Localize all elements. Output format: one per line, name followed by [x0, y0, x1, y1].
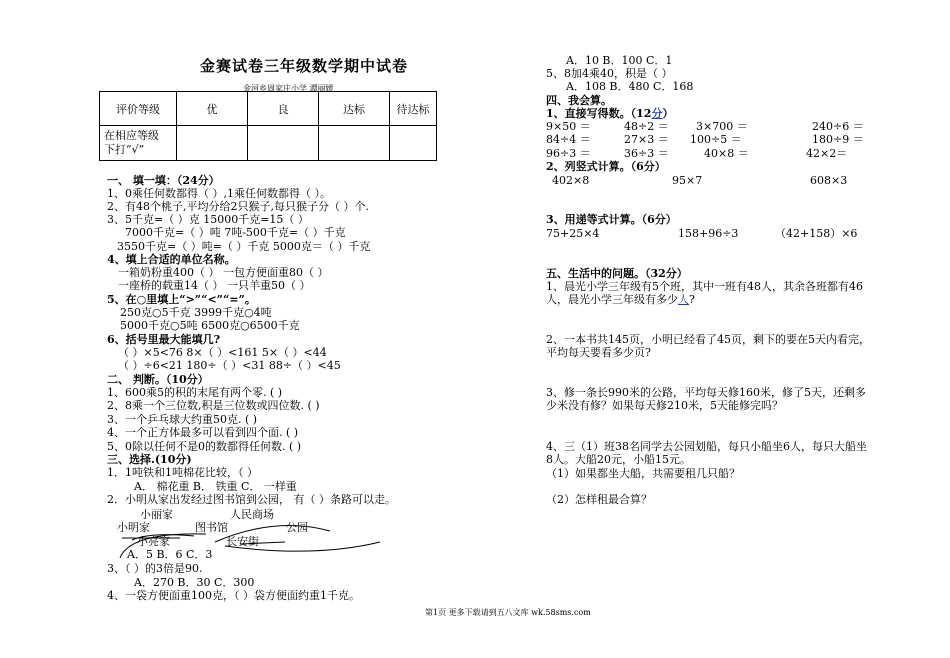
calc-1-unit-link[interactable]: 分: [651, 107, 663, 120]
mental-math-cell: 240÷6 ＝: [812, 120, 864, 133]
choice-4: 4、一袋方便面重100克，（ ）袋方便面约重1千克。: [107, 589, 360, 602]
exam-title: 金赛试卷三年级数学期中试卷: [200, 57, 409, 75]
question-1-4: 4、填上合适的单位名称。: [107, 253, 236, 266]
mental-math-cell: 100÷5 ＝: [690, 133, 742, 146]
vertical-calc-item: 402×8: [552, 174, 590, 187]
question-1-4b: 一座桥的载重14（ ） 一只羊重50（ ）: [118, 279, 311, 292]
calc-1-title-text: 1、直接写得数。（12: [546, 107, 652, 120]
choice-1-options: A． 棉花重 B． 铁重 C． 一样重: [134, 480, 297, 493]
grade-cell-needs-work[interactable]: [390, 126, 437, 161]
choice-4-options: A．10 B．100 C．1: [566, 54, 673, 67]
mental-math-cell: 180÷9 ＝: [812, 133, 864, 146]
problem-1-line-1: 1、晨光小学三年级有5个班，其中一班有48人，其余各班都有46: [546, 280, 863, 293]
row-label-line-1: 在相应等级: [104, 129, 159, 142]
section-1-title: 一、 填一填：（24分）: [107, 174, 220, 187]
problem-2-line-1: 2、一本书共145页，小明已经看了45页，剩下的要在5天内看完，: [546, 333, 870, 346]
section-3-title: 三、选择.(10分): [107, 453, 192, 466]
school-teacher-line: 金河乡周家庄小学 谭丽媛: [243, 84, 334, 93]
choice-1: 1．1吨铁和1吨棉花比较，（ ）: [107, 466, 258, 479]
problem-4-line-1: 4、三（1）班38名同学去公园划船，每只小船坐6人，每只大船坐: [546, 440, 867, 453]
question-1-5a: 250克○5千克 3999千克○4吨: [120, 306, 272, 319]
choice-5-options: A．108 B．480 C．168: [566, 80, 694, 93]
judge-5: 5、0除以任何不是0的数都得任何数. ( ): [107, 440, 302, 453]
problem-4-part-1: （1）如果都坐大船，共需要租几只船？: [546, 467, 740, 480]
choice-5: 5、8加4乘40，积是（ ）: [546, 67, 673, 80]
map-label-library: 图书馆: [195, 521, 228, 534]
judge-1: 1、600乘5的积的末尾有两个零. ( ): [107, 386, 283, 399]
map-label-xiaoming-home: 小明家: [117, 521, 150, 534]
table-header-cell: 良: [248, 92, 319, 126]
table-header-cell: 达标: [319, 92, 390, 126]
section-2-title: 二、 判断。（10分）: [107, 373, 209, 386]
choice-3-options: A．270 B．30 C．300: [134, 576, 255, 589]
problem-4-part-2: （2）怎样租最合算？: [546, 493, 652, 506]
map-label-park: 公园: [286, 521, 308, 534]
problem-3-line-1: 3、修一条长990米的公路，平均每天修160米，修了5天，还剩多: [546, 386, 866, 399]
problem-3-line-2: 少米没有修？如果每天修210米，5天能修完吗？: [546, 399, 783, 412]
mental-math-cell: 27×3 ＝: [624, 133, 669, 146]
map-label-people-mall: 人民商场: [230, 508, 274, 521]
question-1-1: 1、0乘任何数都得（ ）,1乘任何数都得（ ）。: [107, 187, 331, 200]
mental-math-cell: 36÷3 ＝: [624, 147, 669, 160]
map-label-changan-street: 长安街: [226, 535, 259, 548]
table-header-cell: 待达标: [390, 92, 437, 126]
mental-math-cell: 42×2＝: [806, 147, 848, 160]
map-label-xiaoli-home: 小丽家: [140, 508, 173, 521]
question-1-6a: （ ）×5<76 8×（ ）<161 5×（ ）<44: [118, 346, 327, 359]
choice-3: 3、（ ）的3倍是90.: [107, 562, 203, 575]
calc-2-title: 2、列竖式计算。（6分）: [546, 160, 666, 173]
question-1-5b: 5000千克○5吨 6500克○6500千克: [120, 319, 300, 332]
question-1-3a: 3、5千克=（ ）克 15000千克=15（ ）: [107, 213, 309, 226]
evaluation-table: [99, 91, 437, 161]
mental-math-cell: 84÷4 ＝: [546, 133, 591, 146]
question-1-4a: 一箱奶粉重400（ ） 一包方便面重80（ ）: [118, 266, 329, 279]
problem-2-line-2: 平均每天要看多少页?: [546, 346, 651, 359]
calc-1-title: [546, 107, 673, 120]
question-1-3b: 7000千克=（ ）吨 7吨-500千克=（ ）千克: [125, 226, 346, 239]
stepwise-calc-item: （42+158）×6: [775, 227, 858, 240]
judge-2: 2、8乘一个三位数,积是三位数或四位数. ( ): [107, 399, 320, 412]
problem-1-line-2: [546, 293, 695, 306]
vertical-calc-item: 608×3: [810, 174, 848, 187]
grade-cell-pass[interactable]: [319, 126, 390, 161]
page-footer: 第1页 更多下载请到五八文库 wk.58sms.com: [425, 608, 591, 617]
mental-math-cell: 96÷3 ＝: [546, 147, 591, 160]
row-label-line-2: 下打“√”: [104, 143, 145, 156]
question-1-6b: （ ）÷6<21 180÷（ ）<31 88÷（ ）<45: [118, 359, 341, 372]
judge-3: 3、一个乒乓球大约重50克. ( ): [107, 413, 258, 426]
question-1-6: 6、括号里最大能填几?: [107, 333, 221, 346]
problem-4-line-2: 8人。大船20元，小船15元。: [546, 453, 691, 466]
problem-1-end: ?: [689, 293, 695, 306]
vertical-calc-item: 95×7: [672, 174, 703, 187]
calc-1-title-close: ）: [662, 107, 674, 120]
map-label-xiaoliang-home: 小亮家: [137, 535, 170, 548]
problem-1-link[interactable]: 人: [678, 293, 689, 306]
question-1-2: 2、有48个桃子,平均分给2只猴子,每只猴子分（ ）个.: [107, 200, 369, 213]
section-4-title: 四、我会算。: [546, 94, 612, 107]
choice-2: 2．小明从家出发经过图书馆到公园， 有（ ）条路可以走。: [107, 493, 396, 506]
mental-math-cell: 3×700 ＝: [696, 120, 748, 133]
mental-math-cell: 9×50 ＝: [546, 120, 591, 133]
question-1-5: 5、在○里填上“>”“<”“=”。: [107, 293, 256, 306]
grade-cell-excellent[interactable]: [177, 126, 248, 161]
problem-1-text: 人，晨光小学三年级有多少: [546, 293, 678, 306]
stepwise-calc-item: 75+25×4: [546, 227, 600, 240]
table-row-label: [100, 126, 177, 161]
table-header-cell: 评价等级: [100, 92, 177, 126]
choice-2-options: A．5 B．6 C．3: [127, 548, 213, 561]
mental-math-cell: 48÷2 ＝: [624, 120, 669, 133]
mental-math-cell: 40×8 ＝: [704, 147, 749, 160]
table-header-cell: 优: [177, 92, 248, 126]
question-1-3c: 3550千克=（ ）吨=（ ）千克 5000克＝（ ）千克: [117, 240, 371, 253]
calc-3-title: 3、用递等式计算。（6分）: [546, 213, 677, 226]
judge-4: 4、一个正方体最多可以看到四个面. ( ): [107, 426, 299, 439]
stepwise-calc-item: 158+96÷3: [678, 227, 739, 240]
section-5-title: 五、生活中的问题。（32分）: [546, 267, 688, 280]
grade-cell-good[interactable]: [248, 126, 319, 161]
